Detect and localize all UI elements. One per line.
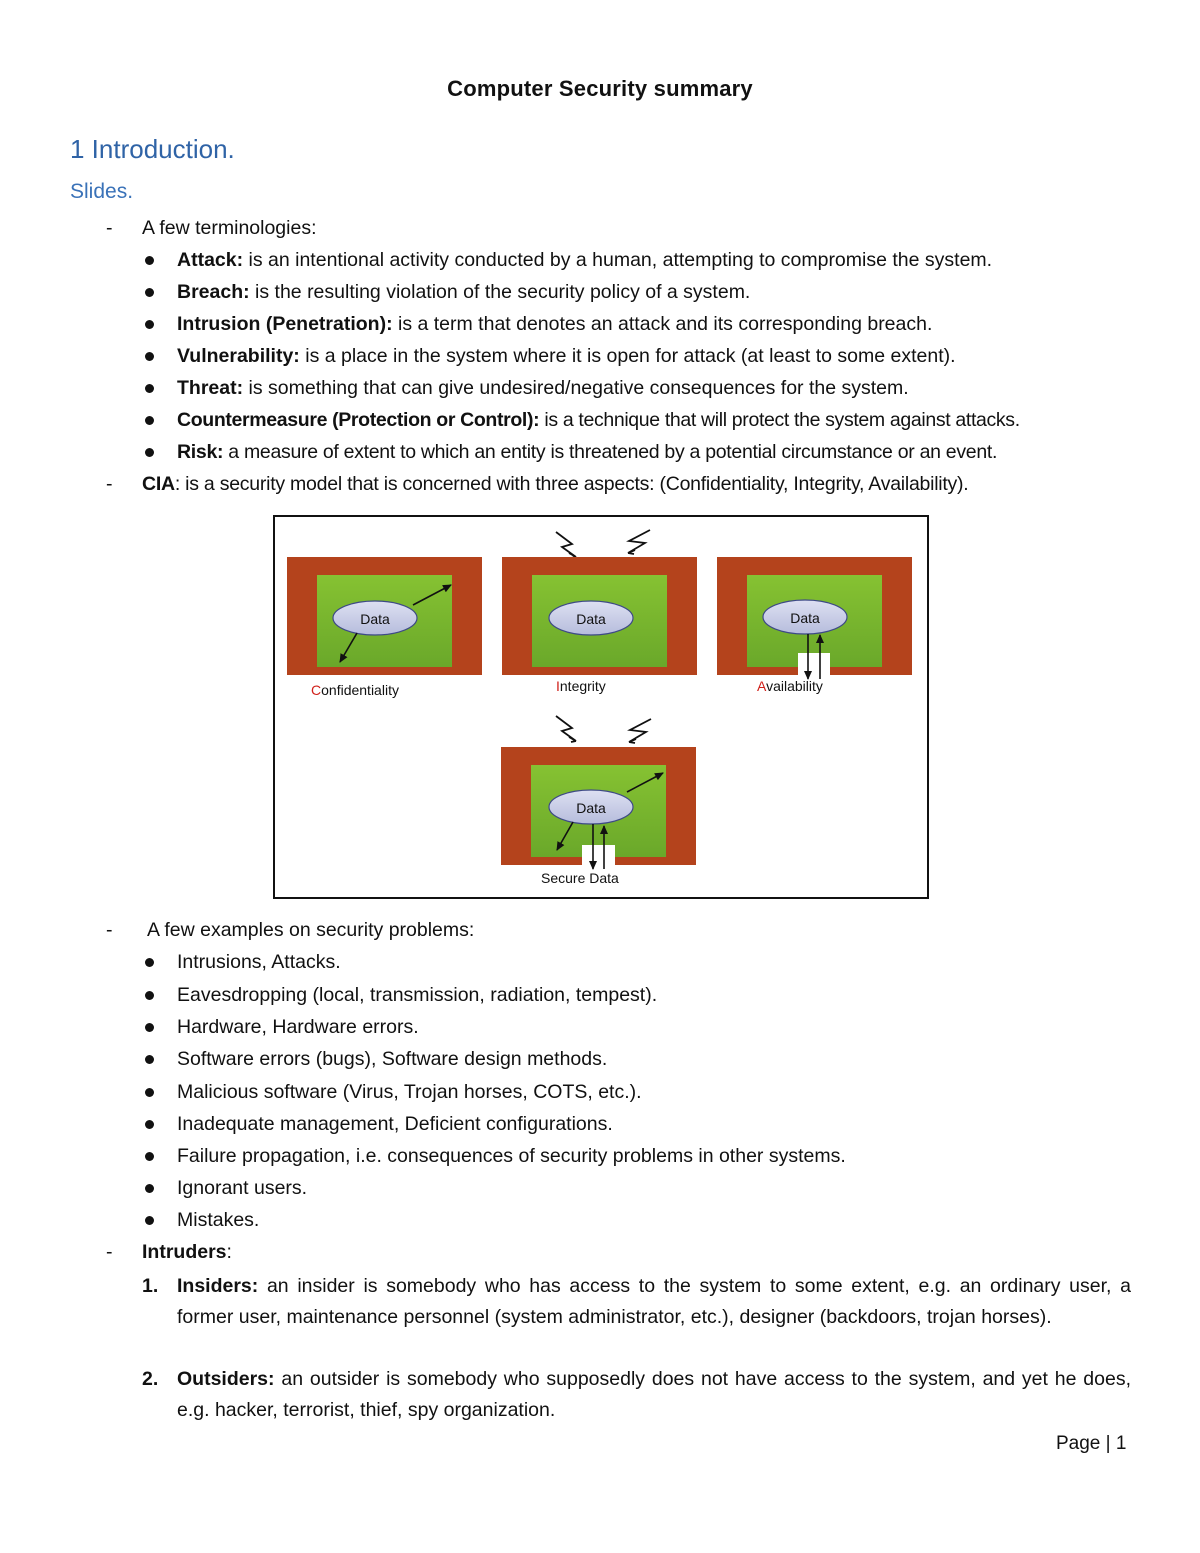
- list-item: [177, 312, 932, 336]
- list-item: [177, 408, 1020, 432]
- example-text: Hardware, Hardware errors.: [177, 1016, 419, 1038]
- data-ellipse-label: Data: [360, 611, 390, 627]
- bullet-icon: [145, 958, 154, 967]
- term-definition: is something that can give undesired/negative consequences for the system.: [243, 377, 909, 399]
- cia-term: CIA: [142, 473, 175, 495]
- cia-definition: : is a security model that is concerned with three aspects: (Confidentiality, Integrity, Availability).: [174, 473, 969, 495]
- term-definition: a measure of extent to which an entity is threatened by a potential circumstance or an event.: [223, 441, 998, 463]
- term-definition: is an intentional activity conducted by a human, attempting to compromise the system.: [243, 249, 993, 271]
- list-item: [177, 950, 341, 974]
- cia-diagram-svg: [275, 517, 927, 897]
- lightning-icon: [629, 719, 651, 743]
- term-label: Breach:: [177, 281, 250, 303]
- intruder-term: Outsiders:: [177, 1368, 275, 1390]
- list-item: [106, 1240, 232, 1264]
- term-definition: is a technique that will protect the system against attacks.: [539, 409, 1020, 431]
- term-label: Attack:: [177, 249, 244, 271]
- lightning-icon: [628, 530, 650, 554]
- list-item: [142, 1364, 1131, 1426]
- example-text: Ignorant users.: [177, 1177, 308, 1199]
- bullet-icon: [145, 1184, 154, 1193]
- bullet-icon: [145, 1152, 154, 1161]
- term-definition: is a place in the system where it is open for attack (at least to some extent).: [299, 345, 956, 367]
- page-title: Computer Security summary: [447, 76, 753, 101]
- term-label: Threat:: [177, 377, 244, 399]
- bullet-icon: [145, 991, 154, 1000]
- bullet-icon: [145, 1023, 154, 1032]
- list-item: [177, 1176, 307, 1200]
- examples-intro: A few examples on security problems:: [147, 919, 475, 941]
- dash-marker: -: [106, 473, 113, 495]
- caption-initial: C: [311, 682, 322, 698]
- intruders-label: Intruders: [142, 1241, 227, 1263]
- bullet-icon: [145, 384, 154, 393]
- example-text: Malicious software (Virus, Trojan horses, COTS, etc.).: [177, 1081, 642, 1103]
- list-item: [106, 918, 475, 942]
- intruders-colon: :: [226, 1241, 232, 1263]
- caption-initial: I: [556, 678, 560, 694]
- lightning-icon: [556, 716, 576, 742]
- data-ellipse-label: Data: [790, 610, 820, 626]
- availability-box: [717, 557, 912, 694]
- list-item: [177, 1208, 259, 1232]
- list-item: [177, 440, 997, 464]
- list-item: [177, 376, 909, 400]
- caption-initial: A: [757, 678, 767, 694]
- confidentiality-label: [311, 682, 399, 698]
- list-item: [142, 1271, 1131, 1333]
- caption-rest: ntegrity: [559, 678, 606, 694]
- term-label: Vulnerability:: [177, 345, 300, 367]
- cia-diagram: [273, 515, 929, 899]
- term-definition: is the resulting violation of the security policy of a system.: [249, 281, 751, 303]
- intruder-definition: an insider is somebody who has access to the system to some extent, e.g. an ordinary user, a former user, maintenance personnel (system administrator, etc.), designer (backdoors, trojan horses).: [177, 1275, 1131, 1328]
- lightning-icon: [556, 532, 576, 558]
- dash-marker: -: [106, 919, 113, 941]
- list-number: 1.: [142, 1275, 159, 1297]
- integrity-label: [556, 678, 606, 694]
- dash-marker: -: [106, 217, 113, 239]
- data-ellipse-label: Data: [576, 611, 606, 627]
- list-item: [177, 1015, 419, 1039]
- terms-intro: A few terminologies:: [142, 217, 317, 239]
- list-item: [177, 1047, 607, 1071]
- term-definition: is a term that denotes an attack and its corresponding breach.: [392, 313, 933, 335]
- bullet-icon: [145, 448, 154, 457]
- bullet-icon: [145, 256, 154, 265]
- intruder-definition: an outsider is somebody who supposedly does not have access to the system, and yet he does, e.g. hacker, terrorist, thief, spy organization.: [177, 1368, 1131, 1421]
- list-item: [106, 216, 317, 240]
- term-label: Risk:: [177, 441, 224, 463]
- bullet-icon: [145, 352, 154, 361]
- subsection-heading: Slides.: [70, 180, 134, 203]
- list-item: [177, 280, 750, 304]
- list-item: [177, 1112, 613, 1136]
- bullet-icon: [145, 1216, 154, 1225]
- list-item: [177, 983, 657, 1007]
- list-item: [177, 344, 956, 368]
- list-item: [106, 472, 969, 496]
- integrity-box: [502, 557, 697, 694]
- secure-data-box: [501, 747, 696, 886]
- list-number: 2.: [142, 1368, 159, 1390]
- example-text: Intrusions, Attacks.: [177, 951, 341, 973]
- term-label: Countermeasure (Protection or Control):: [177, 409, 540, 431]
- page-number: Page | 1: [1056, 1433, 1127, 1454]
- bullet-icon: [145, 320, 154, 329]
- secure-data-label: Secure Data: [541, 870, 619, 886]
- caption-rest: vailability: [766, 678, 823, 694]
- section-heading: 1 Introduction.: [70, 134, 235, 164]
- caption-rest: onfidentiality: [321, 682, 399, 698]
- intruder-term: Insiders:: [177, 1275, 259, 1297]
- bullet-icon: [145, 1120, 154, 1129]
- dash-marker: -: [106, 1241, 113, 1263]
- example-text: Inadequate management, Deficient configurations.: [177, 1113, 613, 1135]
- list-item: [177, 1080, 642, 1104]
- example-text: Software errors (bugs), Software design methods.: [177, 1048, 608, 1070]
- example-text: Failure propagation, i.e. consequences of security problems in other systems.: [177, 1145, 846, 1167]
- bullet-icon: [145, 1055, 154, 1064]
- list-item: [177, 1144, 846, 1168]
- bullet-icon: [145, 1088, 154, 1097]
- example-text: Mistakes.: [177, 1209, 260, 1231]
- bullet-icon: [145, 416, 154, 425]
- availability-label: [757, 678, 823, 694]
- list-item: [177, 248, 992, 272]
- bullet-icon: [145, 288, 154, 297]
- confidentiality-box: [287, 557, 482, 698]
- data-ellipse-label: Data: [576, 800, 606, 816]
- example-text: Eavesdropping (local, transmission, radiation, tempest).: [177, 984, 658, 1006]
- term-label: Intrusion (Penetration):: [177, 313, 393, 335]
